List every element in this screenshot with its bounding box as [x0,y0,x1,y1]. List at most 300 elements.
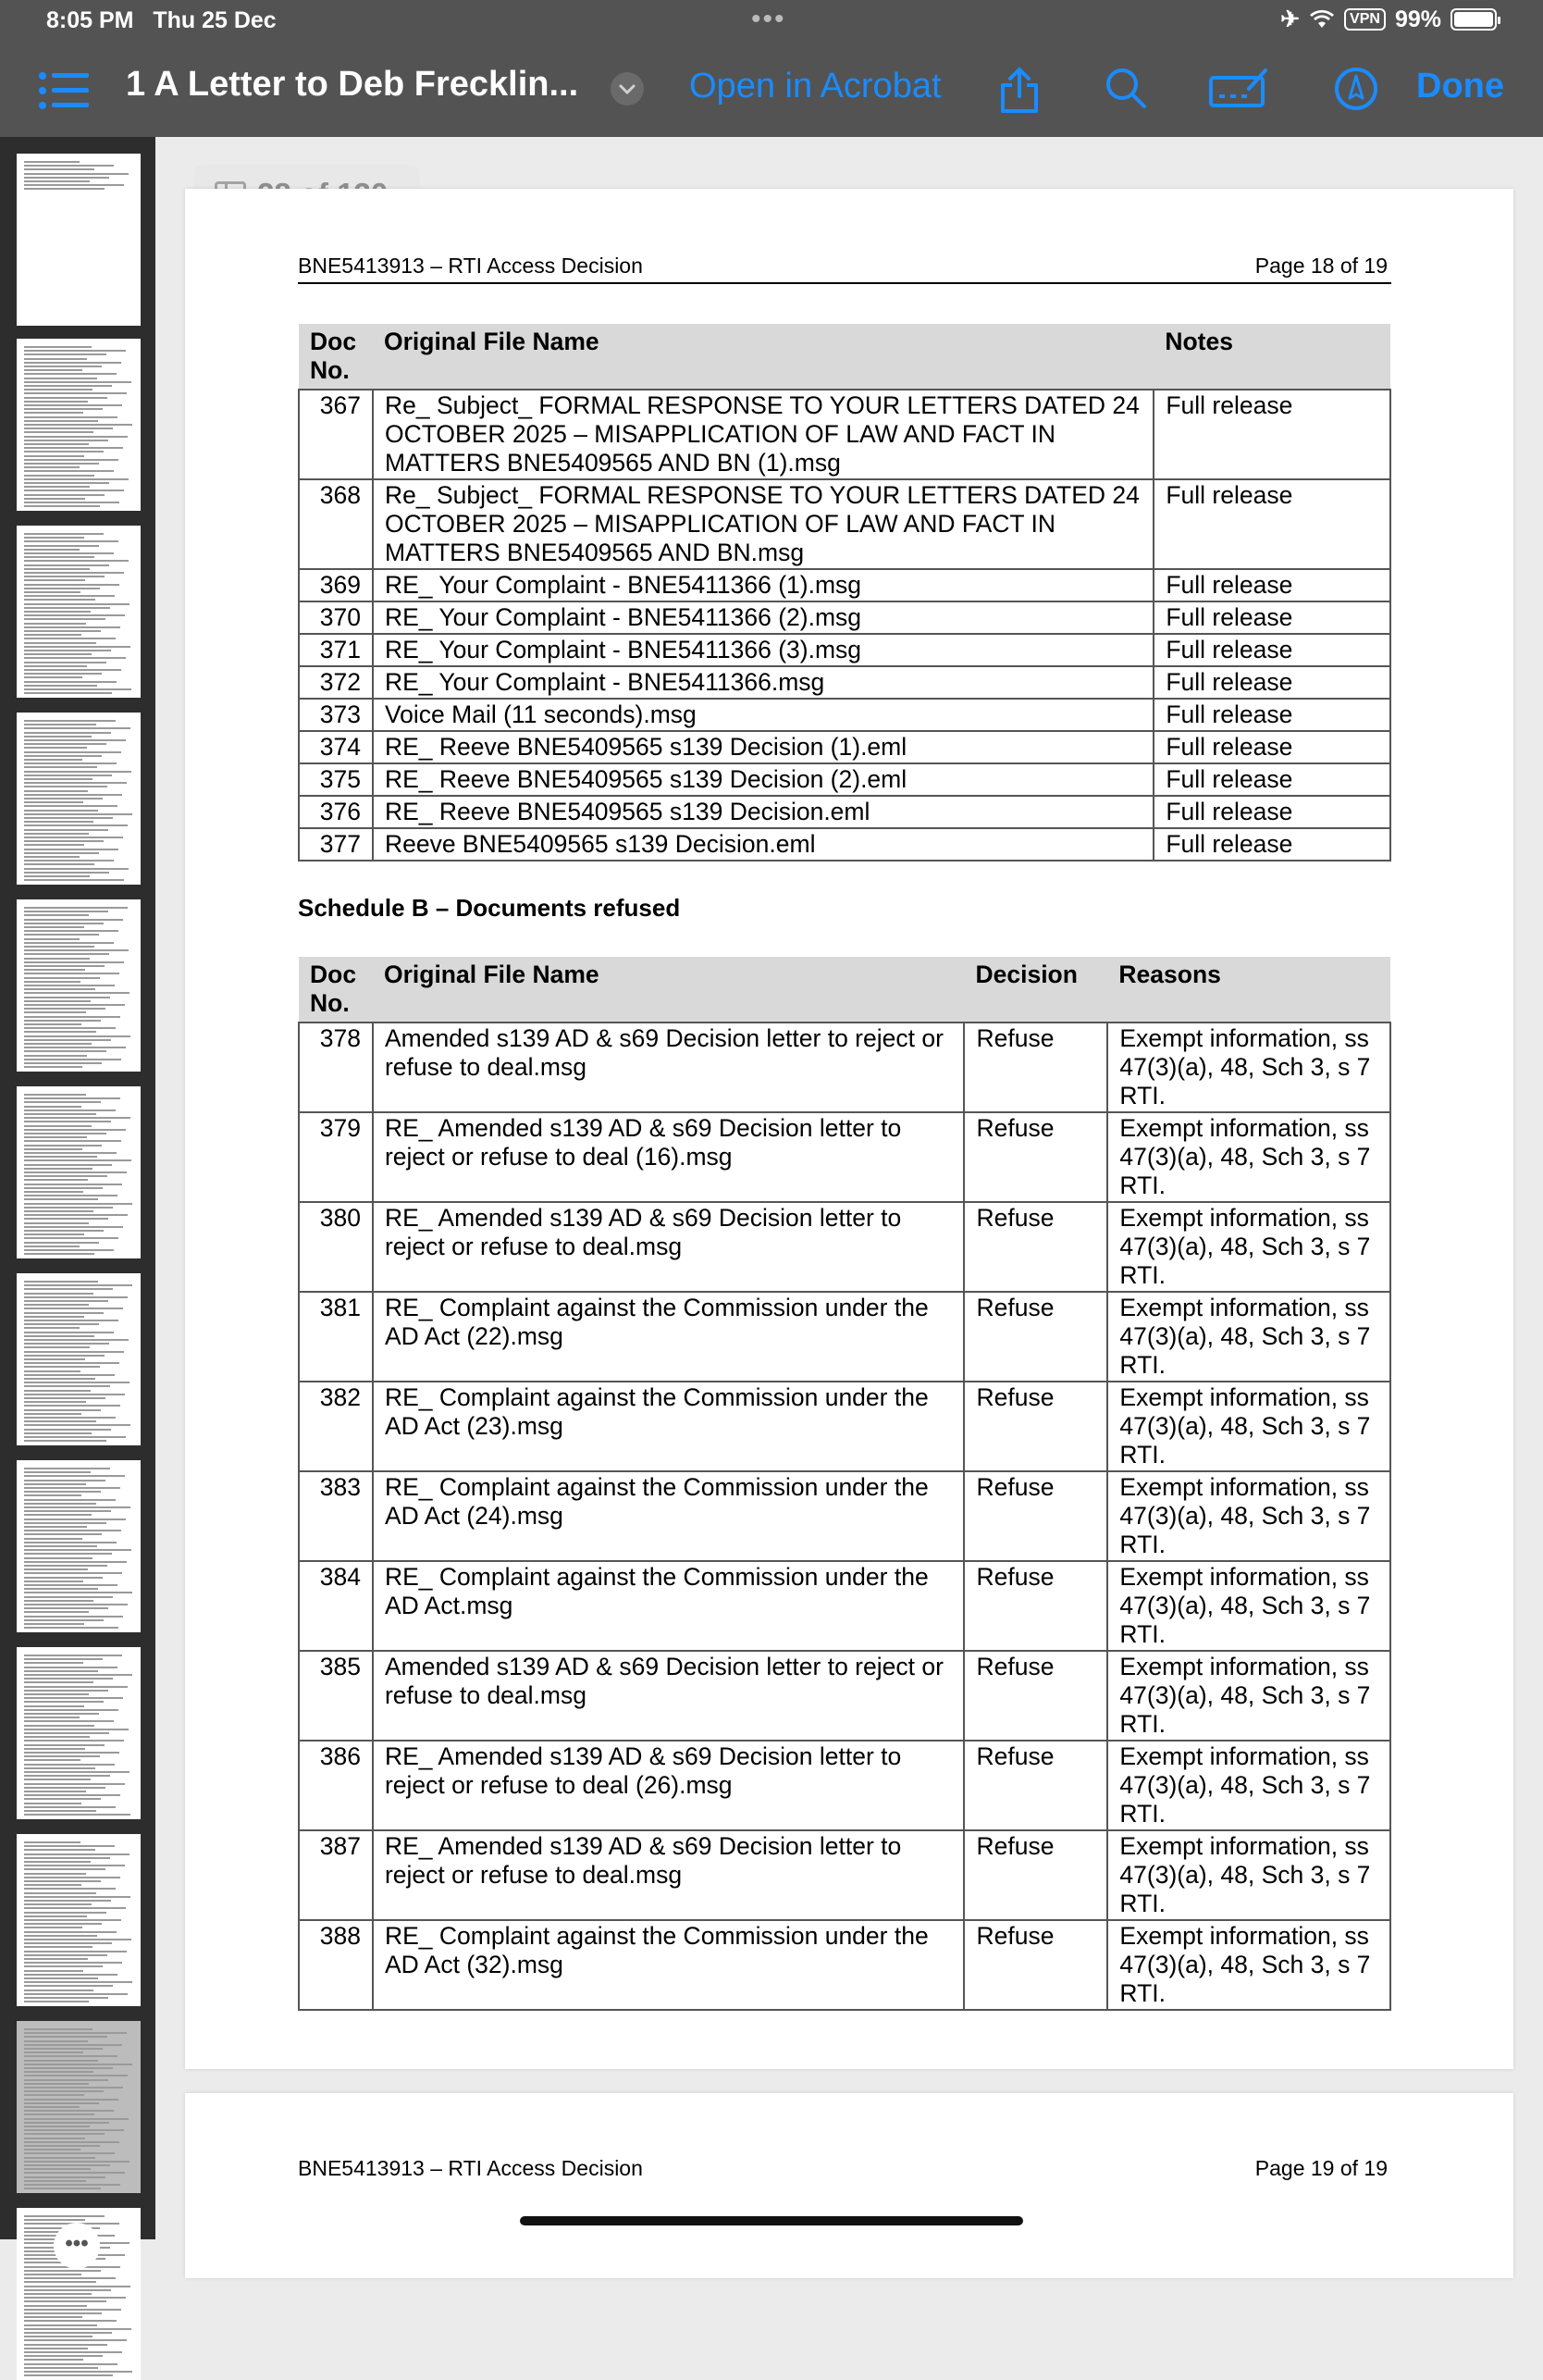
thumbnail-line [24,1397,105,1399]
thumbnail-line [24,2168,91,2170]
thumbnail-line [24,1997,108,1999]
thumbnail-line [24,1853,130,1855]
thumbnail-line [24,2328,131,2330]
thumbnail-line [24,2032,127,2034]
doc-number: 374 [299,731,373,763]
thumbnail-line [24,2164,110,2166]
thumbnail-line [24,611,91,613]
page-thumbnail[interactable] [17,1086,141,1258]
thumbnail-line [24,766,97,768]
thumbnail-line [24,1865,125,1866]
thumbnail-line [24,2297,126,2299]
thumbnail-line [24,1043,92,1045]
file-name: RE_ Complaint against the Commission under the AD Act (32).msg [373,1920,965,2010]
thumbnail-line [24,630,101,632]
thumbnail-line [24,794,122,796]
thumbnail-line [24,2219,85,2221]
thumbnail-line [24,805,117,807]
thumbnail-line [24,1931,117,1933]
thumbnail-line [24,1047,126,1048]
thumbnail-line [24,1405,120,1407]
thumbnail-line [24,852,99,854]
thumbnail-line [24,1977,98,1979]
thumbnail-line [24,1794,120,1796]
thumbnail-line [24,1339,129,1341]
thumbnail-line [24,1429,111,1431]
thumbnail-line [24,2281,96,2283]
thumbnail-line [24,1152,117,1154]
thumbnail-line [24,946,94,948]
thumbnail-line [24,762,117,764]
thumbnail-line [24,424,132,426]
thumbnail-line [24,1378,95,1380]
thumbnail-line [24,1004,125,1006]
thumbnail-line [24,1942,112,1944]
doc-number: 382 [299,1382,373,1471]
thumbnail-line [24,2367,98,2369]
thumbnail-line [24,739,126,741]
thumbnail-line [24,1198,98,1200]
thumbnail-line [24,599,95,601]
thumbnail-line [24,1327,80,1329]
page-thumbnail[interactable] [17,1834,141,2006]
thumbnail-line [24,564,109,566]
thumbnail-line [24,969,85,971]
thumbnail-line [24,1946,93,1948]
thumbnail-line [24,459,118,461]
schedule-b-heading: Schedule B – Documents refused [298,894,681,922]
thumbnail-line [24,1658,103,1660]
thumbnail-line [24,1915,87,1917]
chevron-down-icon [611,72,644,105]
thumbnail-line [24,755,102,757]
thumbnail-line [24,1965,103,1967]
thumbnail-line [24,1717,80,1718]
thumbnail-line [24,2110,114,2112]
thumbnail-line [24,478,129,480]
thumbnail-line [24,1861,91,1863]
thumbnail-line [24,642,96,644]
table-row [299,763,1390,796]
thumbnail-line [24,1903,92,1905]
decision: Refuse [964,1292,1107,1382]
thumbnail-line [24,1681,93,1683]
multitasking-dots-icon[interactable]: ••• [751,4,786,34]
thumbnail-line [24,2332,112,2334]
doc-number: 379 [299,1112,373,1202]
decision: Refuse [964,1202,1107,1292]
thumbnail-line [24,595,115,597]
thumbnail-line [24,1619,104,1621]
thumbnail-line [24,2138,85,2139]
thumbnail-line [24,353,106,355]
thumbnail-line [24,930,118,932]
decision: Refuse [964,1741,1107,1830]
thumbnail-line [24,1179,88,1181]
release-note: Full release [1154,796,1390,828]
page-18-header [298,254,1391,284]
thumbnail-line [24,2133,105,2135]
thumbnail-line [24,1616,123,1618]
thumbnail-line [24,1981,132,1983]
table-row [299,1651,1390,1741]
thumbnail-line [24,1530,121,1531]
thumbnail-line [24,2055,117,2057]
thumbnail-line [24,2305,87,2307]
decision: Refuse [964,1382,1107,1471]
search-icon[interactable] [1105,67,1147,114]
title-menu-button[interactable] [611,72,644,105]
thumbnail-line [24,657,126,659]
file-name: RE_ Complaint against the Commission under the AD Act (24).msg [373,1471,965,1561]
thumbnail-line [24,2102,99,2104]
thumbnail-line [24,1226,123,1228]
thumbnail-line [24,673,102,675]
thumbnail-line [24,607,110,609]
thumbnail-line [24,1409,101,1411]
thumbnail-line [24,2122,109,2124]
release-note: Full release [1154,699,1390,731]
doc-number: 385 [299,1651,373,1741]
thumbnail-line [24,2118,129,2120]
thumbnail-line [24,1133,106,1134]
thumbnail-line [24,856,80,858]
thumbnail-line [24,2316,82,2318]
share-icon[interactable] [999,67,1040,119]
thumbnail-line [24,505,100,507]
thumbnail-line [24,1919,121,1921]
thumbnail-line [24,1436,126,1438]
markup-pen-icon[interactable] [1334,67,1378,116]
table-row [299,796,1390,828]
battery-icon [1450,8,1497,31]
thumbnail-line [24,736,92,738]
thumbnail-line [24,1304,89,1306]
thumbnail-line [24,533,104,535]
thumbnail-line [24,1370,80,1372]
thumbnail-line [24,591,80,593]
thumbnail-line [24,751,121,753]
thumbnail-line [24,1011,86,1013]
thumbnail-line [24,1293,93,1295]
file-name: RE_ Reeve BNE5409565 s139 Decision (2).eml [373,763,1154,796]
thumbnail-line [24,778,93,780]
thumbnail-line [24,1203,132,1205]
thumbnail-line [24,168,94,170]
thumbnail-line [24,2052,83,2053]
thumbnail-line [24,824,128,826]
thumbnail-line [24,1538,82,1540]
thumbnail-line [24,1288,113,1290]
thumbnail-line [24,934,99,936]
thumbnail-line [24,1514,92,1516]
doc-number: 387 [299,1830,373,1920]
thumbnail-line [24,1736,90,1738]
thumbnail-line [24,1171,127,1173]
thumbnail-line [24,653,92,655]
thumbnail-line [24,392,127,394]
thumbnail-line [24,1868,105,1870]
page-thumbnail[interactable] [17,154,141,326]
thumbnail-line [24,455,84,457]
table-row [299,1202,1390,1292]
thumbnail-line [24,1195,117,1196]
thumbnail-line [24,1740,124,1742]
decision: Refuse [964,1920,1107,2010]
thumbnail-line [24,1358,85,1360]
thumbnail-line [24,1335,94,1337]
thumbnail-line [24,829,108,831]
thumbnail-line [24,1145,102,1147]
document-reference: BNE5413913 – RTI Access Decision [298,254,643,278]
doc-number: 386 [299,1741,373,1830]
thumbnail-line [24,177,109,179]
table-row [299,731,1390,763]
thumbnail-line [24,1385,110,1387]
thumbnail-line [24,381,131,383]
thumbnail-line [24,2044,122,2046]
thumbnail-line [24,1394,125,1395]
thumbnail-line [24,451,104,452]
page-thumbnail[interactable] [17,2021,141,2193]
thumbnail-line [24,1787,105,1789]
doc-number: 378 [299,1023,373,1112]
thumbnail-line [24,911,108,912]
thumbnail-line [24,1604,128,1605]
done-button[interactable]: Done [1416,67,1504,105]
thumbnail-line [24,2152,115,2154]
thumbnail-line [24,1775,110,1777]
thumbnail-line [24,1880,101,1882]
pdf-page-19 [185,2093,1513,2278]
thumbnail-line [24,1783,125,1785]
thumbnail-line [24,1725,94,1727]
thumbnail-line [24,1857,110,1859]
thumbnail-line [24,1884,81,1886]
thumbnail-line [24,1168,93,1170]
thumbnail-line [24,1907,126,1909]
thumbnail-line [24,1382,130,1383]
thumbnail-line [24,2126,90,2127]
thumbnail-line [24,2083,89,2085]
home-indicator[interactable] [520,2216,1023,2225]
thumbnail-line [24,545,99,547]
thumbnail-line [24,771,131,773]
thumbnails-list-icon[interactable] [39,70,89,116]
release-note: Full release [1154,666,1390,699]
thumbnail-line [24,1545,97,1547]
thumbnail-line [24,1974,117,1976]
thumbnail-line [24,1332,114,1333]
thumbnail-line [24,2348,88,2349]
thumbnail-line [24,1588,98,1590]
status-time: 8:05 PM Thu 25 Dec [46,7,277,33]
thumbnail-line [24,782,127,784]
thumbnail-line [24,1565,107,1567]
thumbnail-line [24,188,105,190]
thumbnail-line [24,743,106,745]
thumbnail-line [24,1417,116,1419]
thumbnail-line [24,482,109,484]
thumbnail-line [24,1035,130,1037]
thumbnail-line [24,844,84,846]
thumbnail-line [24,833,89,835]
thumbnail-line [24,1705,84,1707]
thumbnail-line [24,1803,81,1804]
thumbnail-line [24,681,117,683]
thumbnail-line [24,1148,82,1150]
thumbnail-line [24,498,85,500]
thumbnail-line [24,1662,83,1664]
thumbnail-line [24,1187,103,1189]
page-thumbnail[interactable] [17,339,141,511]
thumbnail-line [24,961,124,963]
file-name: RE_ Amended s139 AD & s69 Decision letter to reject or refuse to deal (26).msg [373,1741,965,1830]
thumbnail-line [24,1242,99,1244]
thumbnail-line [24,759,82,761]
thumbnail-line [24,1059,121,1060]
more-icon[interactable]: ••• [54,2223,100,2269]
file-name: RE_ Amended s139 AD & s69 Decision letter to reject or refuse to deal.msg [373,1202,965,1292]
thumbnail-line [24,470,114,472]
file-name: Re_ Subject_ FORMAL RESPONSE TO YOUR LETTERS DATED 24 OCTOBER 2025 – MISAPPLICATION OF LAW AND FACT IN MATTERS BNE5409565 AND BN (1).msg [373,390,1154,479]
thumbnail-line [24,727,130,729]
thumbnail-line [24,1923,102,1925]
thumbnail-line [24,775,112,776]
thumbnail-line [24,2099,118,2101]
thumbnail-line [24,1401,86,1403]
thumbnail-line [24,416,117,418]
table-row [299,1292,1390,1382]
thumbnail-line [24,486,90,488]
thumbnail-line [24,720,116,722]
page-thumbnail[interactable] [17,1460,141,1632]
thumbnail-line [24,1993,128,1995]
thumbnail-line [24,879,124,881]
reasons: Exempt information, ss 47(3)(a), 48, Sch 3, s 7 RTI. [1107,1561,1390,1651]
thumbnail-line [24,1039,111,1041]
thumbnail-line [24,2149,80,2151]
thumbnail-line [24,1962,122,1964]
markup-signature-icon[interactable] [1208,67,1269,114]
thumbnail-line [24,2079,108,2081]
thumbnail-line [24,1779,91,1780]
table-row [299,479,1390,569]
document-title[interactable]: 1 A Letter to Deb Frecklin... [126,65,579,104]
file-name: RE_ Your Complaint - BNE5411366.msg [373,666,1154,699]
thumbnail-line [24,2113,94,2115]
vpn-badge: VPN [1344,8,1386,31]
thumbnail-line [24,1873,86,1875]
thumbnail-line [24,868,129,870]
thumbnail-line [24,1281,98,1283]
thumbnail-line [24,2001,89,2002]
page-thumbnail[interactable] [17,713,141,885]
thumbnail-line [24,1468,110,1469]
thumbnail-line [24,2180,86,2182]
doc-number: 388 [299,1920,373,2010]
thumbnail-line [24,1129,126,1131]
page-thumbnail[interactable] [17,1273,141,1445]
thumbnail-line [24,840,104,842]
thumbnail-line [24,1767,95,1769]
thumbnail-line [24,1249,114,1251]
open-in-acrobat-button[interactable]: Open in Acrobat [689,67,942,105]
file-name: RE_ Complaint against the Commission under the AD Act (23).msg [373,1382,965,1471]
thumbnail-line [24,560,129,562]
thumbnail-line [24,614,125,616]
thumbnail-line [24,385,112,387]
thumbnail-line [24,1175,107,1177]
thumbnail-line [24,502,119,503]
thumbnail-line [24,1487,120,1489]
thumbnail-line [24,2374,113,2376]
table-row [299,666,1390,699]
thumbnail-line [24,1374,115,1376]
thumbnail-line [24,692,112,694]
doc-number: 381 [299,1292,373,1382]
thumbnail-line [24,1764,115,1766]
page-19-header [298,2156,1391,2185]
thumbnail-line [24,1253,94,1255]
thumbnail-line [24,1191,83,1193]
column-header-doc-no: Doc No. [299,957,373,1023]
thumbnail-line [24,981,80,983]
thumbnail-line [24,2312,102,2314]
thumbnail-line [24,650,111,651]
release-note: Full release [1154,731,1390,763]
reasons: Exempt information, ss 47(3)(a), 48, Sch 3, s 7 RTI. [1107,1741,1390,1830]
thumbnail-line [24,2363,117,2365]
thumbnail-line [24,1951,127,1952]
table-row [299,1561,1390,1651]
thumbnail-line [24,1027,116,1029]
doc-number: 384 [299,1561,373,1651]
thumbnail-line [24,540,118,542]
thumbnail-line [24,1164,112,1166]
table-row [299,1830,1390,1920]
thumbnail-line [24,366,102,367]
thumbnail-line [24,1475,125,1477]
thumbnail-line [24,1526,87,1528]
thumbnail-line [24,1798,101,1800]
thumbnail-line [24,2274,81,2275]
table-row [299,601,1390,634]
thumbnail-line [24,985,115,986]
file-name: RE_ Complaint against the Commission under the AD Act.msg [373,1561,965,1651]
thumbnail-line [24,1246,80,1247]
page-thumbnail[interactable] [17,526,141,698]
thumbnail-line [24,466,80,468]
thumbnail-line [24,875,90,877]
thumbnail-line [24,389,93,390]
thumbnail-line [24,1510,111,1512]
file-name: Re_ Subject_ FORMAL RESPONSE TO YOUR LETTERS DATED 24 OCTOBER 2025 – MISAPPLICATION OF LAW AND FACT IN MATTERS BNE5409565 AND BN.msg [373,479,1154,569]
thumbnail-line [24,837,123,838]
thumbnail-line [24,1732,109,1734]
thumbnail-line [24,2320,117,2322]
thumbnail-line [24,1413,81,1415]
thumbnail-line [24,732,111,734]
released-documents-table [298,324,1391,862]
page-thumbnail[interactable] [17,1647,141,1819]
file-name: Amended s139 AD & s69 Decision letter to reject or refuse to deal.msg [373,1651,965,1741]
thumbnail-line [24,949,129,951]
thumbnail-line [24,813,132,815]
page-thumbnail[interactable] [17,899,141,1072]
thumbnail-line [24,1480,105,1481]
reasons: Exempt information, ss 47(3)(a), 48, Sch 3, s 7 RTI. [1107,1202,1390,1292]
